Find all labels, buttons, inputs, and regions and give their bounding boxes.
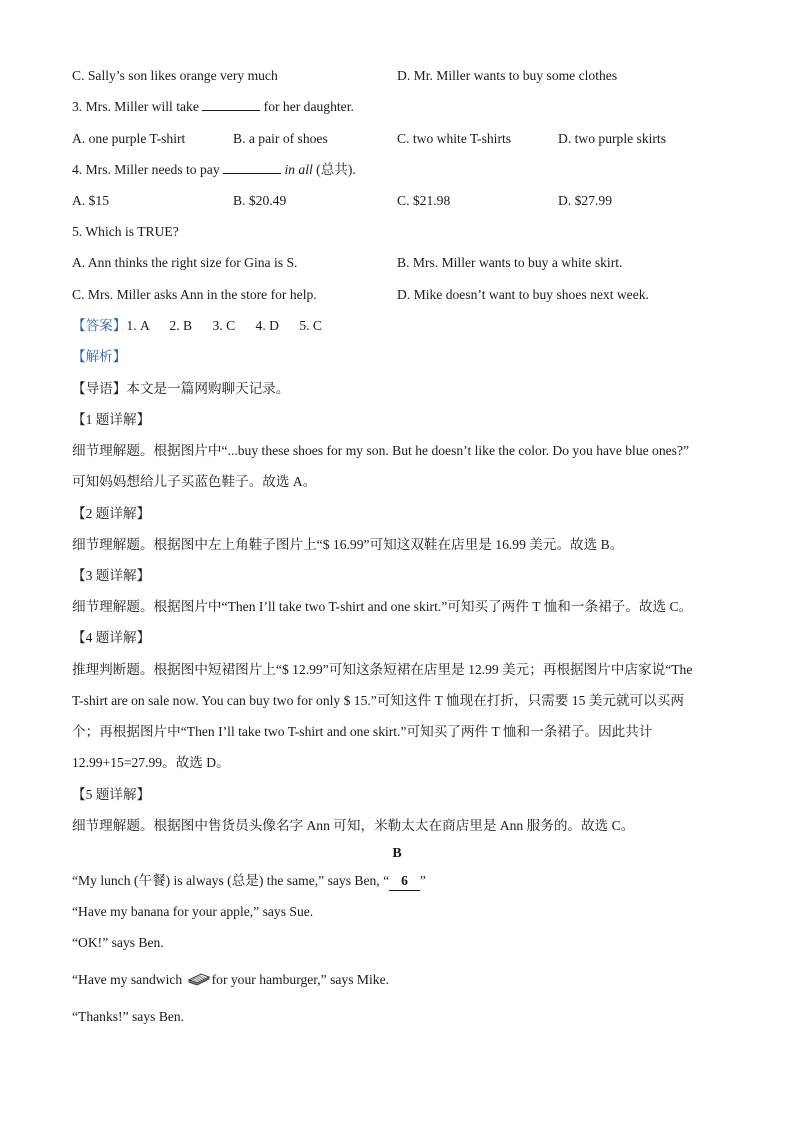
detail-1-line-2: 可知妈妈想给儿子买蓝色鞋子。故选 A。 <box>72 474 317 489</box>
detail-4-heading: 【4 题详解】 <box>72 630 151 645</box>
detail-5-line-1: 细节理解题。根据图中售货员头像名字 Ann 可知，米勒太太在商店里是 Ann 服务的。故选 C。 <box>72 818 635 833</box>
q4-stem <box>72 161 356 179</box>
section-b-line-3: “OK!” says Ben. <box>72 935 164 950</box>
q5-option-d: D. Mike doesn’t want to buy shoes next week. <box>397 287 649 302</box>
section-b-line-4-part2: for your hamburger,” says Mike. <box>211 972 390 987</box>
section-b-line-4-part1: “Have my sandwich <box>72 972 186 987</box>
section-b-line-5: “Thanks!” says Ben. <box>72 1009 185 1024</box>
q3-blank <box>202 98 260 111</box>
q4-option-a: A. $15 <box>72 193 110 208</box>
q4-option-d: D. $27.99 <box>558 193 612 208</box>
guide-line <box>72 380 290 398</box>
section-b-line-4 <box>72 971 389 989</box>
q4-stem-part1: 4. Mrs. Miller needs to pay <box>72 162 224 177</box>
q3-option-b: B. a pair of shoes <box>233 131 328 146</box>
detail-1-line-1: 细节理解题。根据图片中“...buy these shoes for my son. But he doesn’t like the color. Do you have blue ones?” <box>72 443 690 458</box>
q3-stem-part1: 3. Mrs. Miller will take <box>72 99 203 114</box>
q5-stem: 5. Which is TRUE? <box>72 224 179 239</box>
guide-text: 本文是一篇网购聊天记录。 <box>126 381 290 396</box>
detail-4-line-4: 12.99+15=27.99。故选 D。 <box>72 755 230 770</box>
detail-1-heading: 【1 题详解】 <box>72 412 151 427</box>
detail-4-line-1: 推理判断题。根据图中短裙图片上“$ 12.99”可知这条短裙在店里是 12.99 美元；再根据图片中店家说“The <box>72 662 693 677</box>
q5-option-b: B. Mrs. Miller wants to buy a white skirt. <box>397 255 623 270</box>
guide-label: 【导语】 <box>72 381 127 396</box>
section-b-line-2: “Have my banana for your apple,” says Sue. <box>72 904 314 919</box>
detail-3-heading: 【3 题详解】 <box>72 568 151 583</box>
section-b-line-1 <box>72 872 426 891</box>
q3-option-a: A. one purple T-shirt <box>72 131 186 146</box>
detail-2-heading: 【2 题详解】 <box>72 506 151 521</box>
detail-2-line-1: 细节理解题。根据图中左上角鞋子图片上“$ 16.99”可知这双鞋在店里是 16.99 美元。故选 B。 <box>72 537 624 552</box>
answer-label: 【答案】 <box>72 318 127 333</box>
answer-text: 1. A 2. B 3. C 4. D 5. C <box>126 318 322 333</box>
q3-stem <box>72 98 354 116</box>
section-b-title: B <box>392 846 402 861</box>
answer-line <box>72 317 322 335</box>
detail-4-line-3: 个；再根据图片中“Then I’ll take two T-shirt and one skirt.”可知买了两件 T 恤和一条裙子。因此共计 <box>72 724 653 739</box>
q2-option-c: C. Sally’s son likes orange very much <box>72 68 278 83</box>
q4-blank <box>223 161 281 174</box>
detail-4-line-2: T-shirt are on sale now. You can buy two for only $ 15.”可知这件 T 恤现在打折，只需要 15 美元就可以买两 <box>72 693 684 708</box>
q5-option-c: C. Mrs. Miller asks Ann in the store for help. <box>72 287 317 302</box>
analysis-heading: 【解析】 <box>72 349 127 364</box>
detail-5-heading: 【5 题详解】 <box>72 787 151 802</box>
q3-option-c: C. two white T-shirts <box>397 131 512 146</box>
section-b-line-1-part2: ” <box>419 873 426 888</box>
q4-stem-italic: in all <box>284 162 313 177</box>
blank-6: 6 <box>389 872 420 891</box>
sandwich-icon <box>188 972 210 986</box>
q2-option-d: D. Mr. Miller wants to buy some clothes <box>397 68 618 83</box>
detail-3-line-1: 细节理解题。根据图片中“Then I’ll take two T-shirt and one skirt.”可知买了两件 T 恤和一条裙子。故选 C。 <box>72 599 693 614</box>
q5-option-a: A. Ann thinks the right size for Gina is S. <box>72 255 298 270</box>
q4-stem-part2: (总共). <box>312 162 356 177</box>
q3-stem-part2: for her daughter. <box>260 99 354 114</box>
section-b-line-1-part1: “My lunch (午餐) is always (总是) the same,” says Ben, “ <box>72 873 390 888</box>
q3-option-d: D. two purple skirts <box>558 131 666 146</box>
q4-option-b: B. $20.49 <box>233 193 287 208</box>
q4-option-c: C. $21.98 <box>397 193 451 208</box>
